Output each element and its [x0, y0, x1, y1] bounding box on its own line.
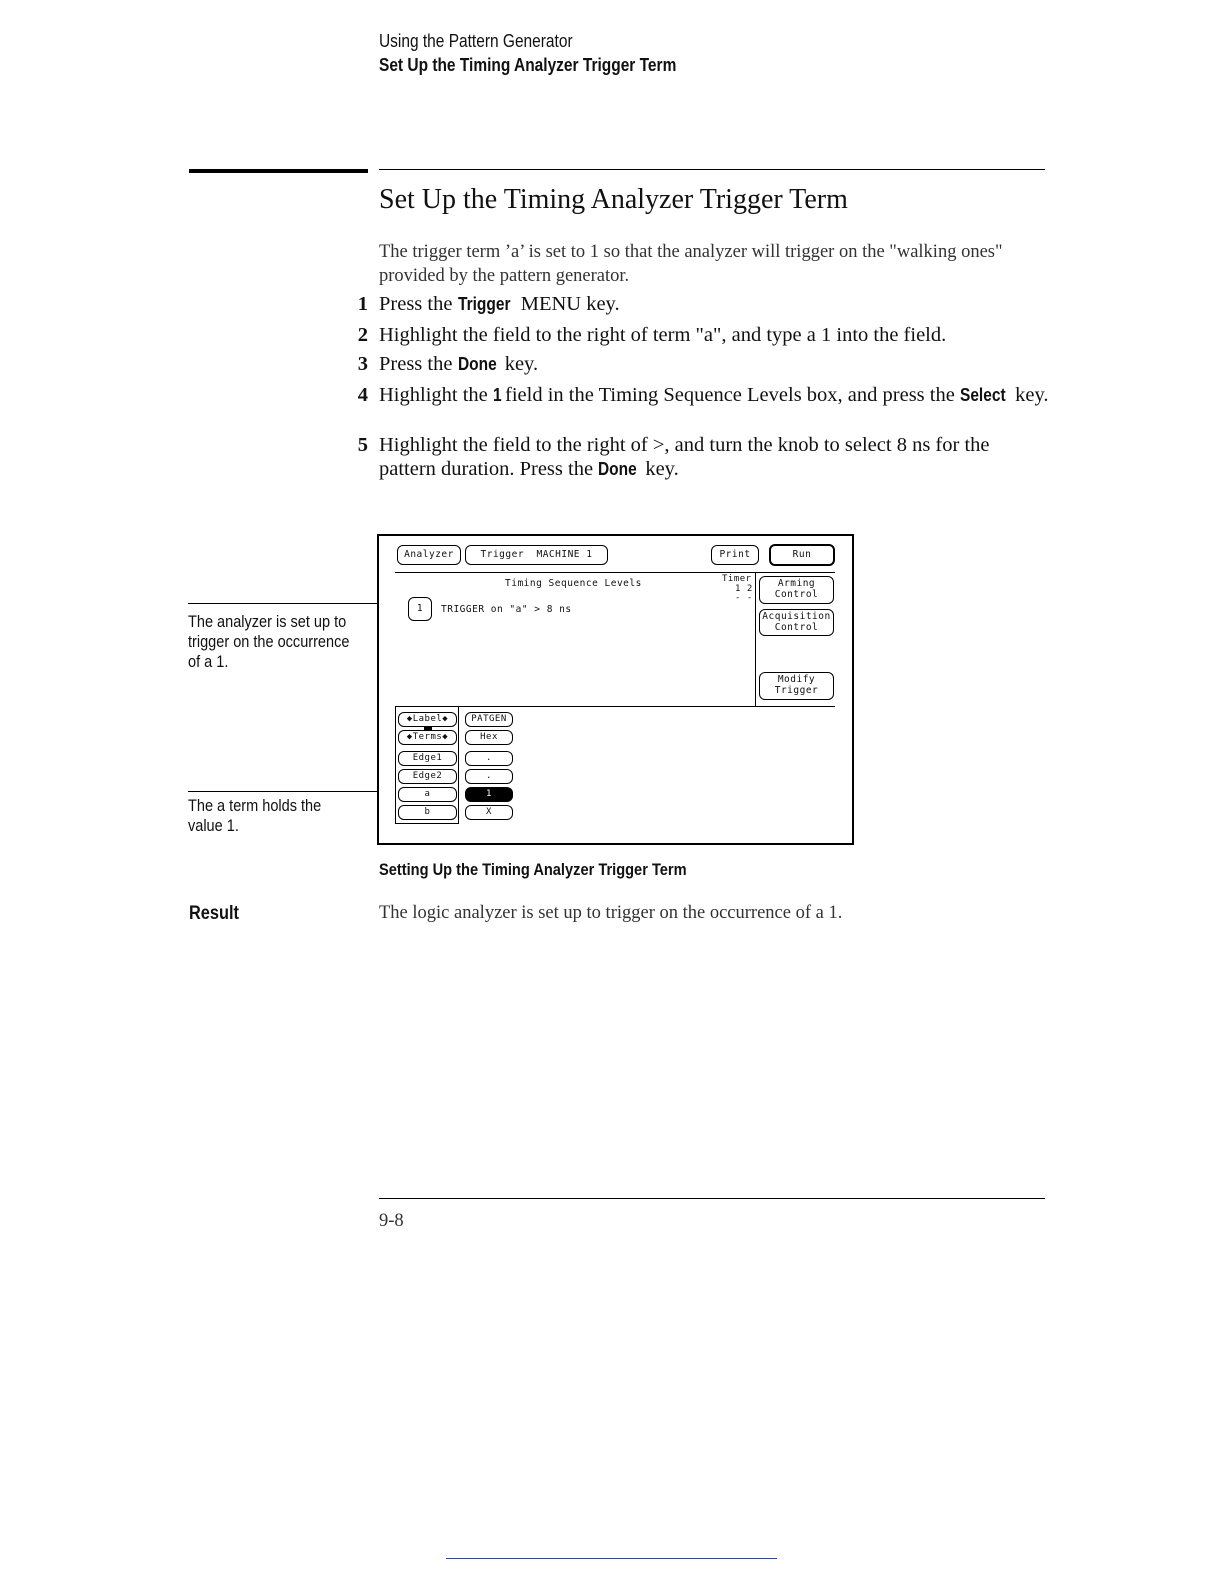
- section-title: Set Up the Timing Analyzer Trigger Term: [379, 184, 848, 215]
- term-b-value-field[interactable]: X: [465, 805, 513, 820]
- timer-values: 1 2: [735, 584, 753, 594]
- sequence-level-text: TRIGGER on "a" > 8 ns: [441, 604, 572, 615]
- figure-caption: Setting Up the Timing Analyzer Trigger Term: [379, 860, 687, 879]
- arming-control-button[interactable]: Arming Control: [759, 576, 834, 604]
- step-number: 2: [357, 324, 368, 346]
- key-name: Select: [959, 385, 1006, 405]
- result-text: The logic analyzer is set up to trigger on the occurrence of a 1.: [379, 903, 843, 923]
- analyzer-button[interactable]: Analyzer: [397, 545, 461, 565]
- annotation-term-a: The a term holds the value 1.: [188, 797, 322, 835]
- print-button[interactable]: Print: [711, 545, 759, 565]
- up-arrow-icon: ◆: [406, 732, 413, 743]
- key-name: Done: [598, 459, 637, 479]
- screen-divider: [395, 706, 835, 707]
- modify-trigger-button[interactable]: Modify Trigger: [759, 672, 834, 700]
- timer-label: Timer: [722, 574, 752, 584]
- analyzer-screen: [377, 534, 854, 845]
- term-row-a[interactable]: a: [398, 787, 457, 802]
- step-number: 3: [357, 353, 368, 375]
- running-header-section: Using the Pattern Generator: [379, 31, 573, 51]
- patgen-label-button[interactable]: PATGEN: [465, 712, 513, 727]
- key-name: Trigger: [457, 294, 511, 314]
- key-name: Done: [457, 354, 497, 374]
- label-scroll-button[interactable]: ◆Label◆: [398, 712, 457, 727]
- run-button[interactable]: Run: [769, 544, 835, 566]
- right-arrow-icon: ◆: [442, 714, 449, 725]
- running-header-subsection: Set Up the Timing Analyzer Trigger Term: [379, 55, 677, 75]
- footer-rule: [379, 1198, 1045, 1199]
- section-rule-thick: [189, 169, 368, 173]
- section-rule-thin: [379, 169, 1045, 170]
- term-row-edge2[interactable]: Edge2: [398, 769, 457, 784]
- term-row-b[interactable]: b: [398, 805, 457, 820]
- edge1-value-field[interactable]: .: [465, 751, 513, 766]
- step-number: 5: [357, 434, 368, 456]
- intro-paragraph: The trigger term ’a’ is set to 1 so that the analyzer will trigger on the "walking ones" provided by the pattern generator.: [379, 242, 1003, 286]
- acquisition-control-button[interactable]: Acquisition Control: [759, 609, 834, 636]
- page-number: 9-8: [379, 1211, 404, 1231]
- key-name: 1: [492, 385, 502, 405]
- annotation-leader-line: [188, 791, 395, 792]
- terms-scroll-button[interactable]: ◆Terms◆: [398, 730, 457, 745]
- result-label: Result: [189, 903, 239, 924]
- screen-divider: [395, 572, 835, 573]
- term-a-value-field[interactable]: 1: [465, 787, 513, 802]
- annotation-trigger-level: The analyzer is set up to trigger on the occurrence of a 1.: [188, 613, 350, 671]
- step-number: 1: [357, 293, 368, 315]
- term-row-edge1[interactable]: Edge1: [398, 751, 457, 766]
- base-hex-button[interactable]: Hex: [465, 730, 513, 745]
- screen-divider: [755, 572, 756, 706]
- step-number: 4: [357, 384, 368, 406]
- left-arrow-icon: ◆: [406, 714, 413, 725]
- sequence-level-1-button[interactable]: 1: [408, 597, 432, 621]
- link-underline: [446, 1558, 777, 1559]
- sequence-levels-title: Timing Sequence Levels: [505, 578, 642, 589]
- trigger-machine-button[interactable]: Trigger MACHINE 1: [465, 545, 608, 565]
- edge2-value-field[interactable]: .: [465, 769, 513, 784]
- down-arrow-icon: ◆: [442, 732, 449, 743]
- annotation-leader-line: [188, 603, 395, 604]
- timer-dashes: - -: [735, 593, 753, 603]
